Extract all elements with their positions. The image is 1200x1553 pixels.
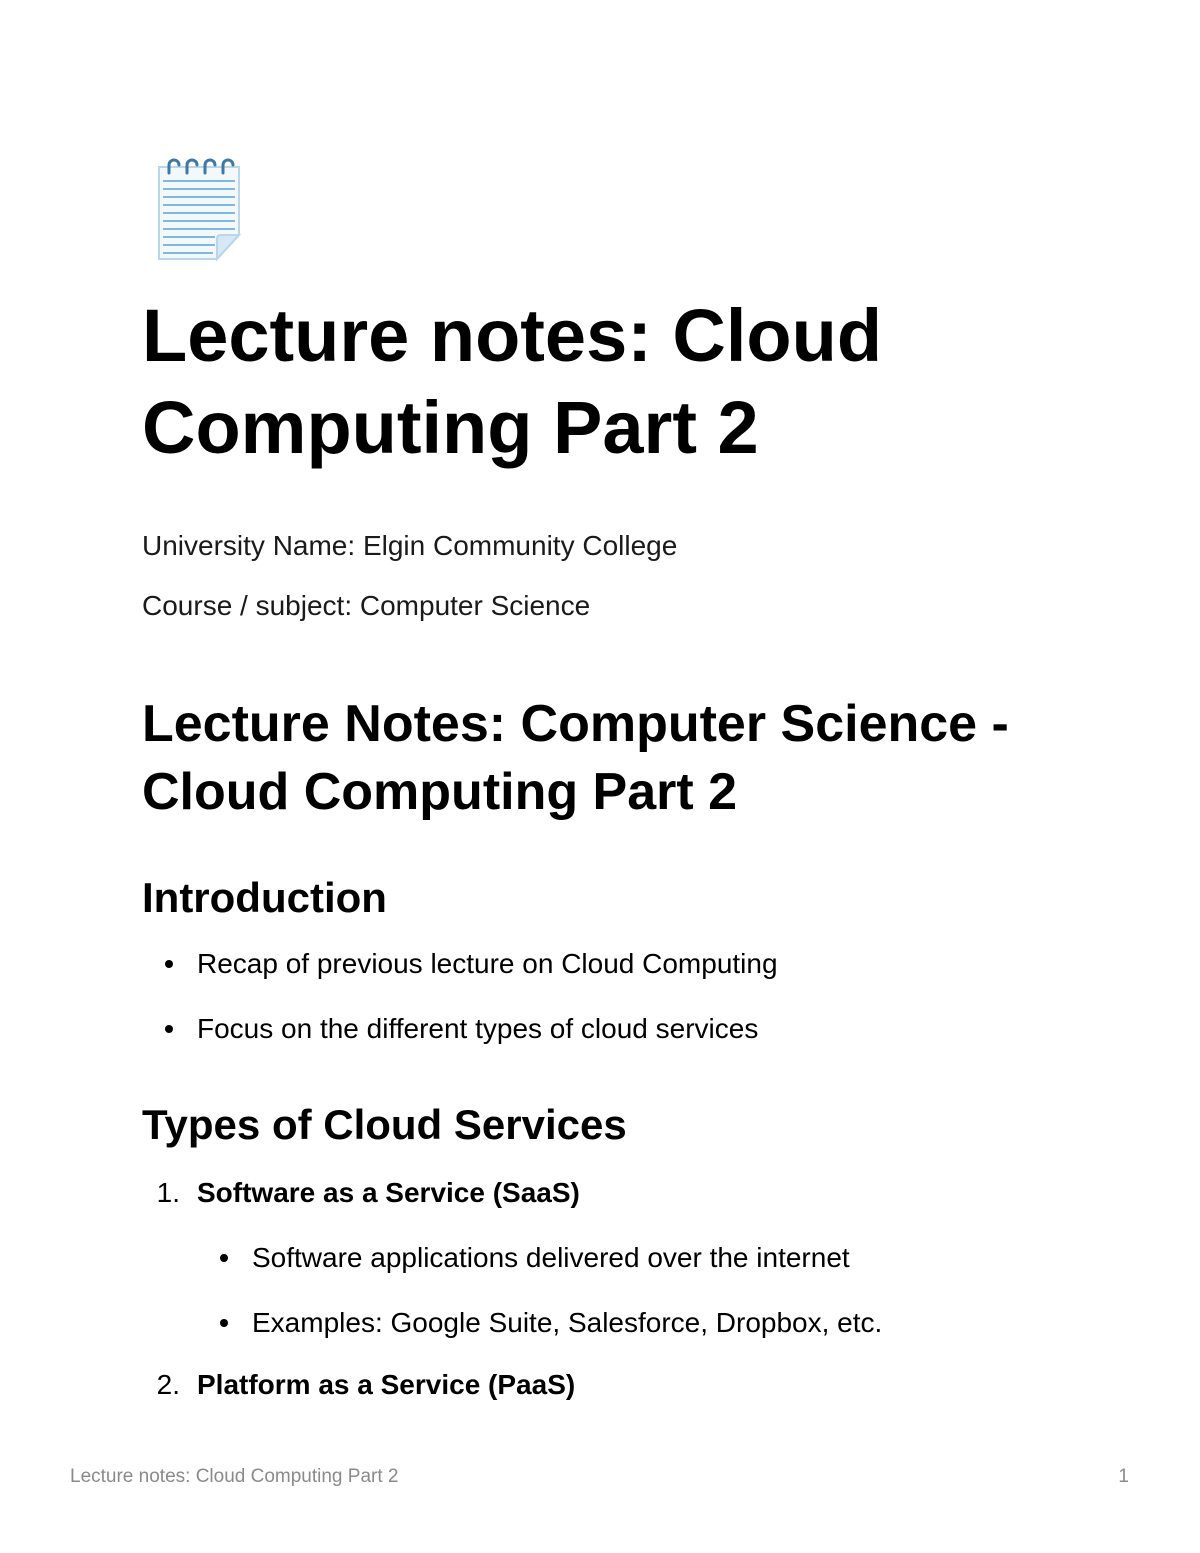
- list-item: Focus on the different types of cloud services: [197, 1013, 759, 1044]
- list-item: Recap of previous lecture on Cloud Computing: [197, 948, 778, 979]
- bullet-marker: [165, 960, 173, 968]
- course-subject: Course / subject: Computer Science: [142, 590, 591, 621]
- main-heading: Lecture Notes: Computer Science - Cloud Computing Part 2: [142, 695, 1009, 821]
- list-item-paas: Platform as a Service (PaaS): [197, 1369, 576, 1400]
- footer-page-number: 1: [1118, 1466, 1129, 1487]
- bullet-marker: [165, 1025, 173, 1033]
- list-number: 2.: [156, 1369, 180, 1400]
- list-item-saas: Software as a Service (SaaS): [197, 1177, 580, 1208]
- list-number: 1.: [156, 1177, 180, 1208]
- university-name: University Name: Elgin Community College: [142, 530, 678, 561]
- section-heading-introduction: Introduction: [142, 874, 387, 921]
- list-subitem: Examples: Google Suite, Salesforce, Dropbox, etc.: [252, 1307, 883, 1338]
- bullet-marker: [220, 1254, 228, 1262]
- bullet-marker: [220, 1319, 228, 1327]
- list-subitem: Software applications delivered over the internet: [252, 1242, 850, 1273]
- footer-title: Lecture notes: Cloud Computing Part 2: [70, 1466, 399, 1487]
- notepad-icon: [153, 155, 245, 265]
- section-heading-types: Types of Cloud Services: [142, 1101, 627, 1148]
- page-title: Lecture notes: Cloud Computing Part 2: [142, 294, 883, 469]
